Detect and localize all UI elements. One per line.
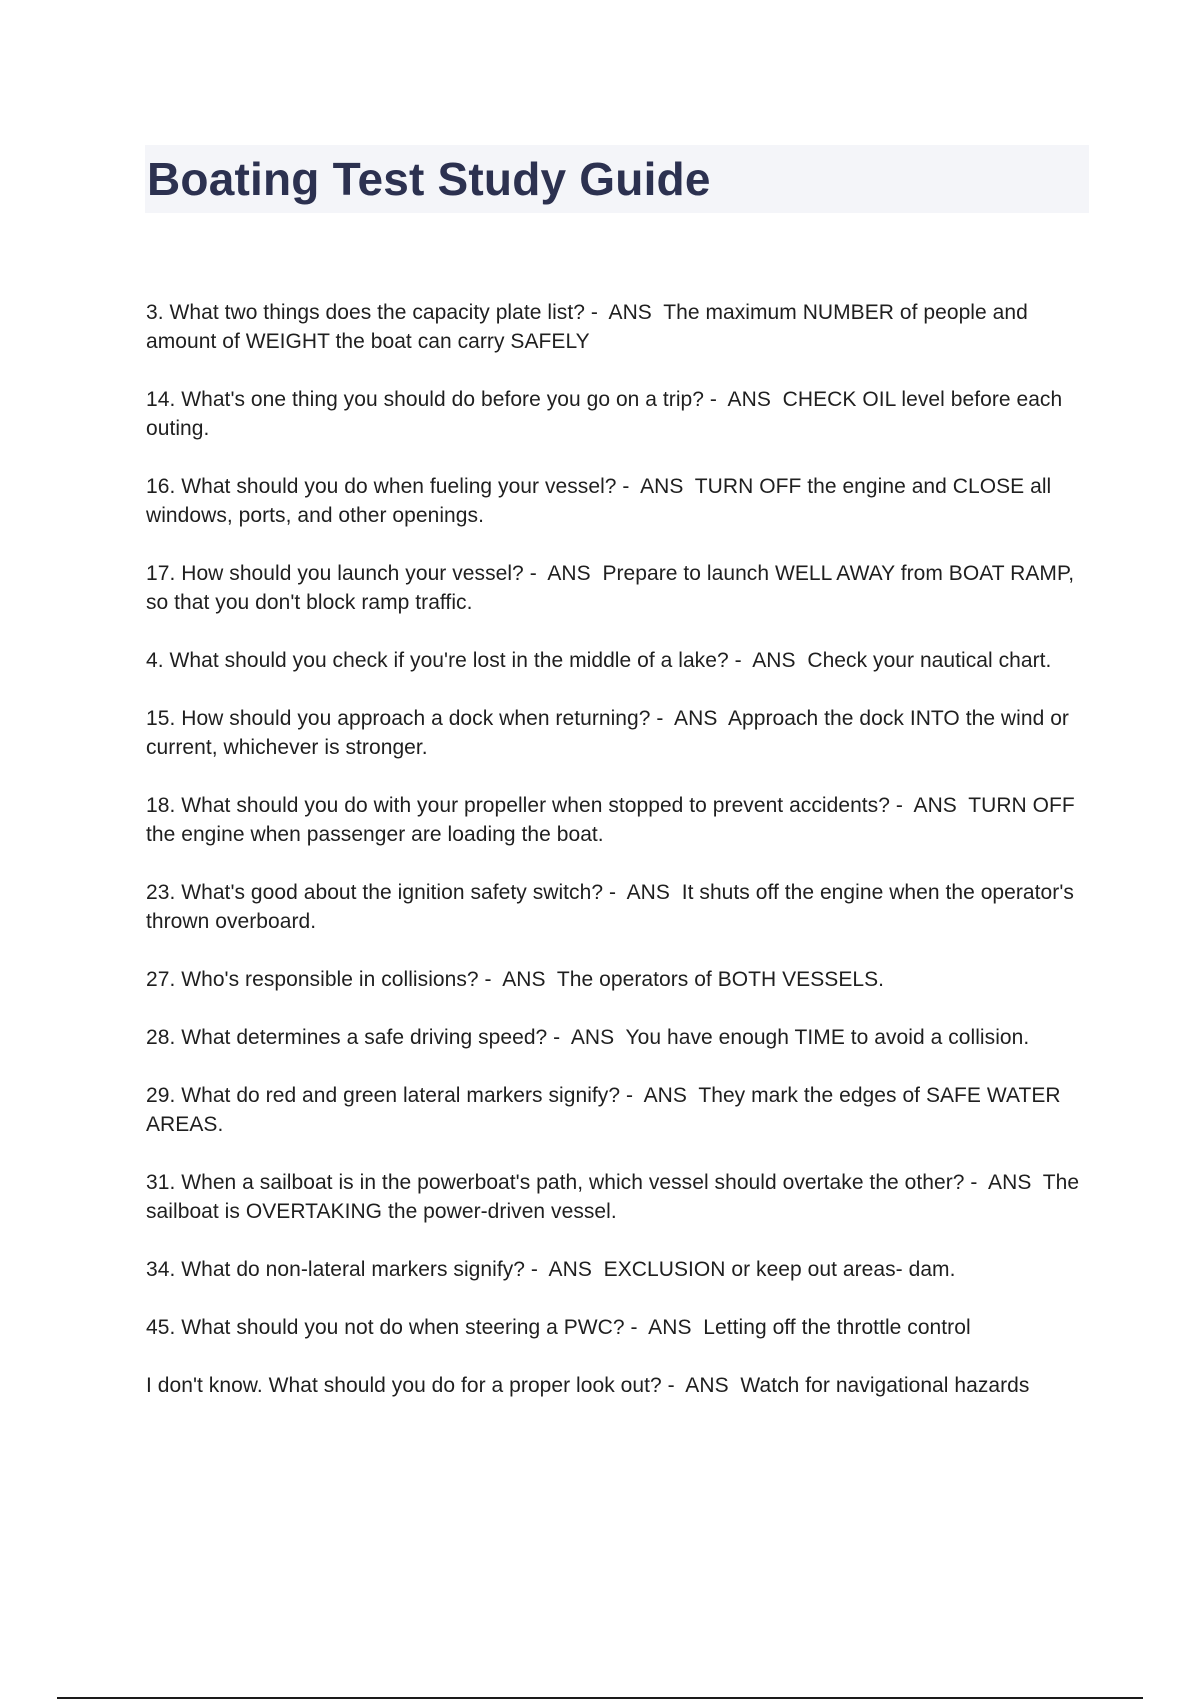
answer-marker: - ANS: [709, 388, 783, 411]
answer-marker: - ANS: [625, 1084, 699, 1107]
question-text: 29. What do red and green lateral markers signify?: [146, 1084, 621, 1107]
answer-marker: - ANS: [970, 1171, 1043, 1194]
answer-text: CHECK OIL level before each outing.: [146, 388, 1063, 440]
qa-item: [146, 472, 1086, 530]
question-text: 3. What two things does the capacity plate list?: [146, 301, 585, 324]
answer-marker: - ANS: [734, 649, 808, 672]
answer-text: Letting off the throttle control: [703, 1316, 971, 1339]
question-text: 15. How should you approach a dock when returning?: [146, 707, 651, 730]
answer-text: The operators of BOTH VESSELS.: [556, 968, 885, 991]
qa-item: [146, 878, 1086, 936]
question-text: 18. What should you do with your propeller when stopped to prevent accidents?: [146, 794, 890, 817]
answer-text: Approach the dock INTO the wind or current, whichever is stronger.: [146, 707, 1069, 759]
question-text: I don't know. What should you do for a proper look out?: [146, 1374, 662, 1397]
question-text: 4. What should you check if you're lost in the middle of a lake?: [146, 649, 729, 672]
answer-text: Check your nautical chart.: [807, 649, 1052, 672]
qa-item: [146, 385, 1086, 443]
qa-item: [146, 559, 1086, 617]
answer-text: TURN OFF the engine and CLOSE all windows, ports, and other openings.: [146, 475, 1052, 527]
answer-text: The maximum NUMBER of people and amount of WEIGHT the boat can carry SAFELY: [146, 301, 1028, 353]
question-text: 34. What do non-lateral markers signify?: [146, 1258, 526, 1281]
question-text: 31. When a sailboat is in the powerboat's path, which vessel should overtake the other?: [146, 1171, 965, 1194]
answer-text: They mark the edges of SAFE WATER AREAS.: [146, 1084, 1061, 1136]
qa-item: [146, 1081, 1086, 1139]
qa-item: [146, 1023, 1086, 1052]
answer-text: Prepare to launch WELL AWAY from BOAT RAMP, so that you don't block ramp traffic.: [146, 562, 1075, 614]
qa-item: [146, 1313, 1086, 1342]
answer-text: It shuts off the engine when the operator's thrown overboard.: [146, 881, 1074, 933]
question-text: 16. What should you do when fueling your vessel?: [146, 475, 617, 498]
answer-text: The sailboat is OVERTAKING the power-driven vessel.: [146, 1171, 1080, 1223]
question-text: 27. Who's responsible in collisions?: [146, 968, 479, 991]
answer-marker: - ANS: [529, 562, 603, 585]
question-text: 17. How should you launch your vessel?: [146, 562, 524, 585]
qa-item: [146, 1371, 1086, 1400]
answer-marker: - ANS: [622, 475, 695, 498]
answer-marker: - ANS: [667, 1374, 741, 1397]
answer-marker: - ANS: [590, 301, 664, 324]
page-title: Boating Test Study Guide: [147, 153, 711, 205]
qa-item: [146, 298, 1086, 356]
answer-text: EXCLUSION or keep out areas- dam.: [603, 1258, 956, 1281]
question-text: 28. What determines a safe driving speed?: [146, 1026, 548, 1049]
answer-marker: - ANS: [484, 968, 557, 991]
qa-list: [146, 298, 1086, 1429]
answer-marker: - ANS: [895, 794, 969, 817]
qa-item: [146, 791, 1086, 849]
answer-marker: - ANS: [530, 1258, 604, 1281]
question-text: 45. What should you not do when steering a PWC?: [146, 1316, 625, 1339]
qa-item: [146, 646, 1086, 675]
qa-item: [146, 1255, 1086, 1284]
answer-text: Watch for navigational hazards: [740, 1374, 1030, 1397]
answer-text: You have enough TIME to avoid a collision.: [625, 1026, 1030, 1049]
answer-marker: - ANS: [656, 707, 728, 730]
answer-marker: - ANS: [608, 881, 682, 904]
question-text: 23. What's good about the ignition safety switch?: [146, 881, 604, 904]
answer-marker: - ANS: [630, 1316, 704, 1339]
qa-item: [146, 965, 1086, 994]
title-banner: [145, 145, 1089, 213]
answer-text: TURN OFF the engine when passenger are loading the boat.: [146, 794, 1075, 846]
qa-item: [146, 1168, 1086, 1226]
qa-item: [146, 704, 1086, 762]
page-bottom-rule: [57, 1697, 1143, 1699]
question-text: 14. What's one thing you should do before you go on a trip?: [146, 388, 705, 411]
answer-marker: - ANS: [553, 1026, 626, 1049]
